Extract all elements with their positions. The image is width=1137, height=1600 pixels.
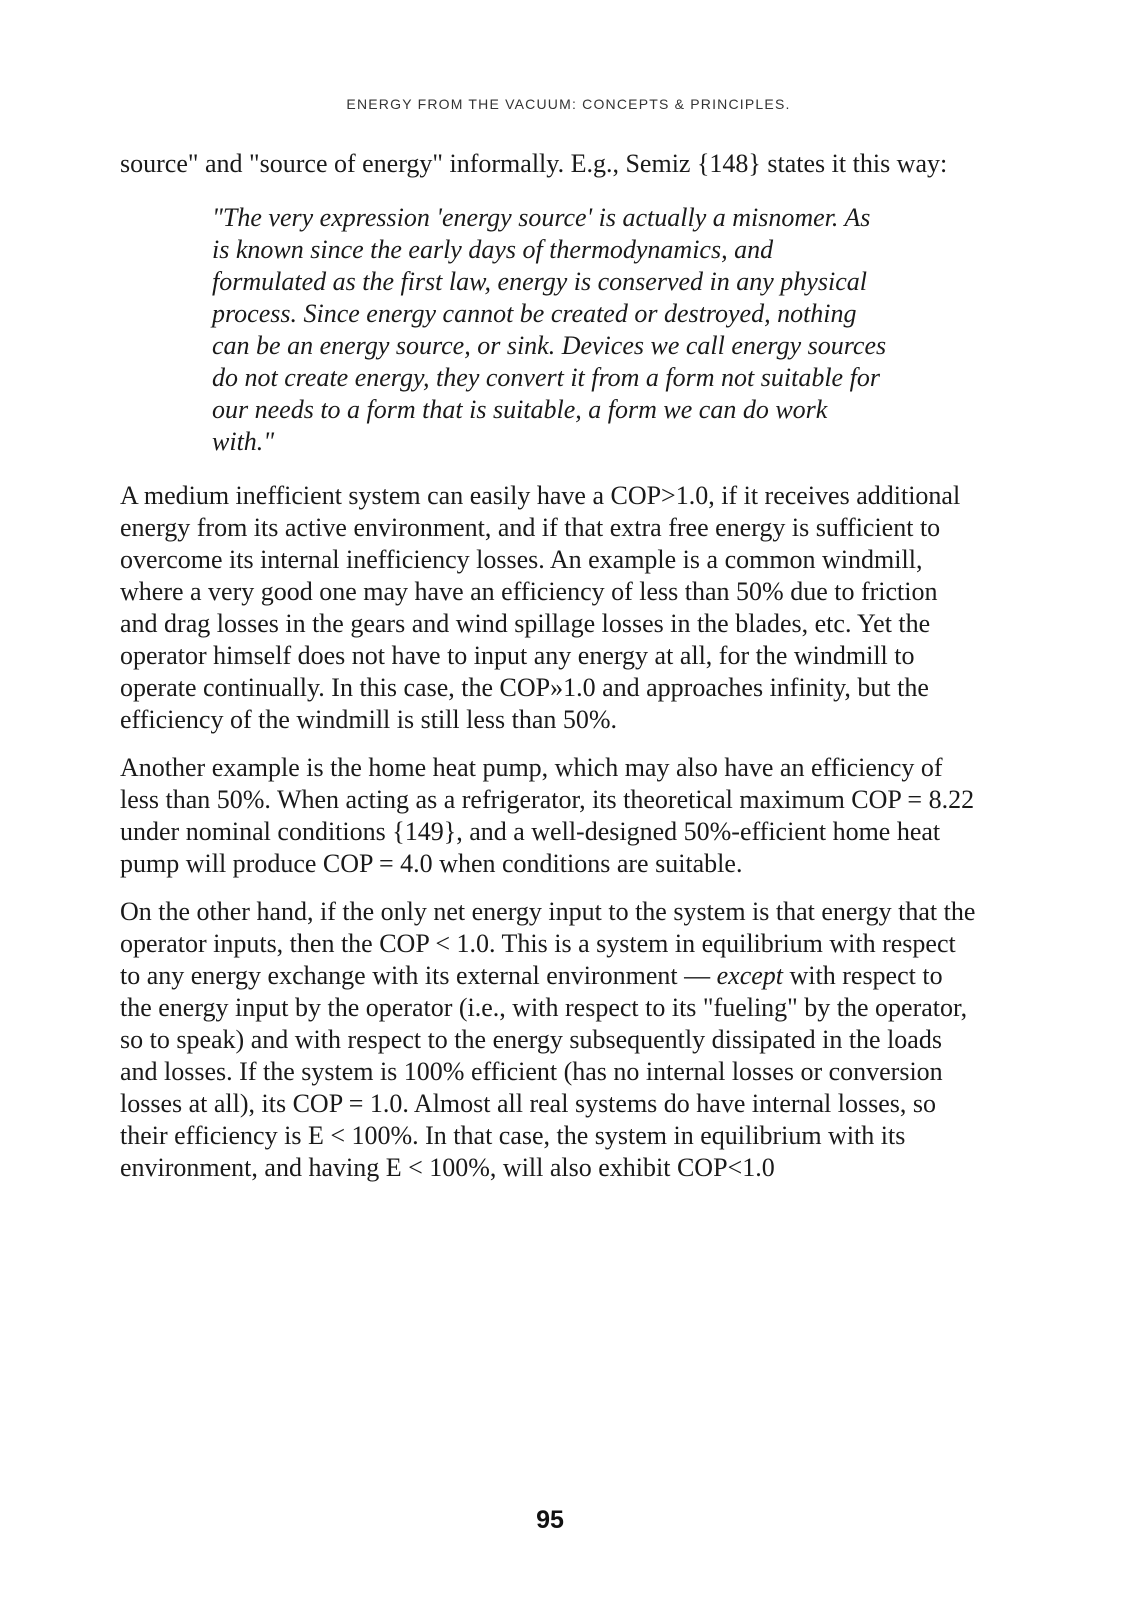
paragraph-equilibrium bbox=[120, 896, 980, 1184]
semiz-quote: "The very expression 'energy source' is actually a misnomer. As is known since the early days of thermodynamics, and formulated as the first law, energy is conserved in any physical process. Since energy cannot be created or destroyed, nothing can be an energy source, or sink. Devices we call energy sources do not create energy, they convert it from a form not suitable for our needs to a form that is suitable, a form we can do work with." bbox=[212, 203, 887, 456]
paragraph-equilibrium-part-1: On the other hand, if the only net energy input to the system is that energy that the operator inputs, then the COP < 1.0. This is a system in equilibrium with respect to any energy exchange with its external environment — bbox=[120, 897, 976, 990]
paragraph-heat-pump: Another example is the home heat pump, which may also have an efficiency of less than 50%. When acting as a refrigerator, its theoretical maximum COP = 8.22 under nominal conditions {149}, and a well-designed 50%-efficient home heat pump will produce COP = 4.0 when conditions are suitable. bbox=[120, 753, 975, 878]
emphasis-except: except bbox=[716, 961, 784, 990]
paragraph-intro: source" and "source of energy" informally. E.g., Semiz {148} states it this way: bbox=[120, 149, 948, 178]
paragraph-windmill: A medium inefficient system can easily have a COP>1.0, if it receives additional energy from its active environment, and if that extra free energy is sufficient to overcome its internal inefficiency losses. An example is a common windmill, where a very good one may have an efficiency of less than 50% due to friction and drag losses in the gears and wind spillage losses in the blades, etc. Yet the operator himself does not have to input any energy at all, for the windmill to operate continually. In this case, the COP»1.0 and approaches infinity, but the efficiency of the windmill is still less than 50%. bbox=[120, 481, 961, 734]
running-header: ENERGY FROM THE VACUUM: CONCEPTS & PRINCIPLES. bbox=[346, 96, 791, 112]
body-text bbox=[120, 148, 980, 1200]
page-number: 95 bbox=[536, 1506, 564, 1534]
paragraph-equilibrium-part-2: with respect to the energy input by the operator (i.e., with respect to its "fueling" by the operator, so to speak) and with respect to the energy subsequently dissipated in the loads and losses. If the system is 100% efficient (has no internal losses or conversion losses at all), its COP = 1.0. Almost all real systems do have internal losses, so their efficiency is E < 100%. In that case, the system in equilibrium with its environment, and having E < 100%, will also exhibit COP<1.0 bbox=[120, 961, 968, 1182]
